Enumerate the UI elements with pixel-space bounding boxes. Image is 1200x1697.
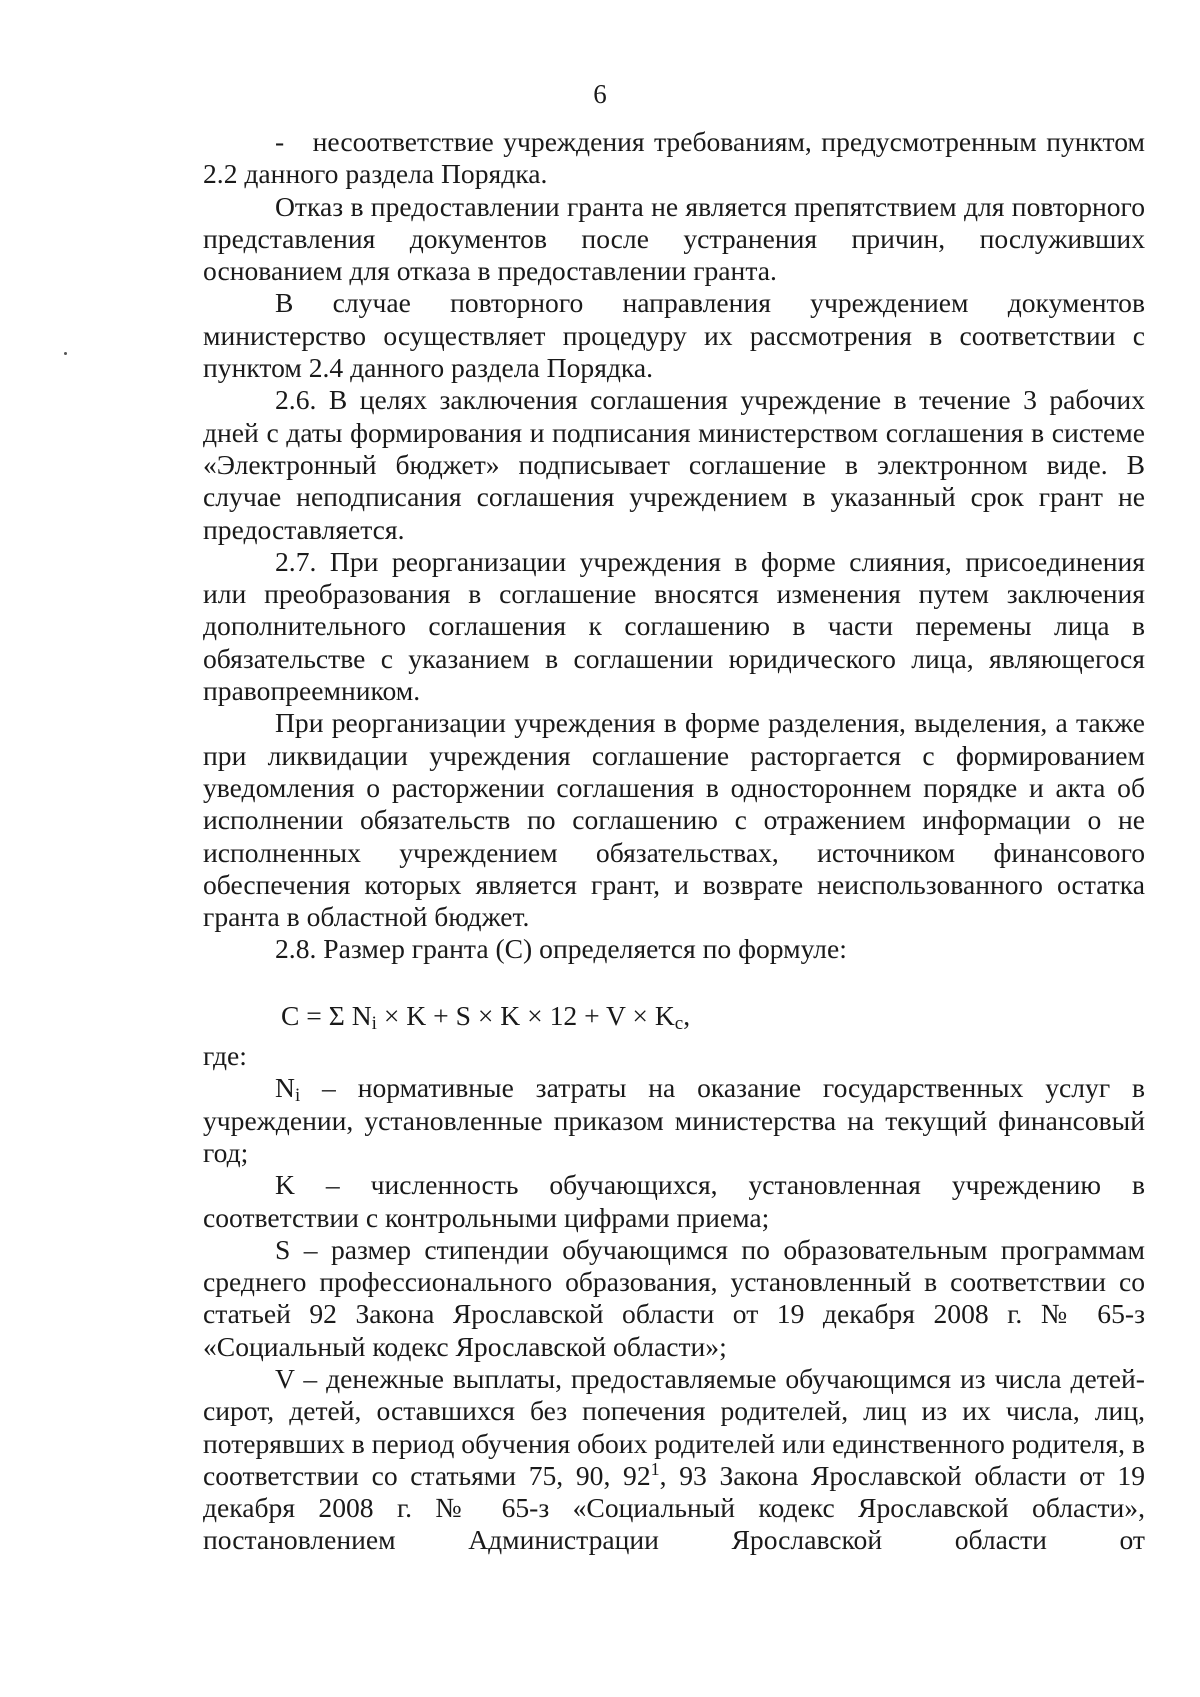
paragraph-2-6: 2.6. В целях заключения соглашения учреждение в течение 3 рабочих дней с даты формирования и подписания министерством соглашения в системе «Электронный бюджет» подписывает соглашение в электронном виде. В случае неподписания соглашения учреждением в указанный срок грант не предоставляется. <box>203 384 1145 545</box>
definition-v-text-b: , 93 Закона Ярославской области от 19 декабря 2008 г. № 65-з «Социальный кодекс Ярославской области», постановлением Администрации Ярославской области от <box>203 1459 1145 1556</box>
definition-k: K – численность обучающихся, установленная учреждению в соответствии с контрольными цифрами приема; <box>203 1169 1145 1233</box>
paragraph-reorganization: При реорганизации учреждения в форме разделения, выделения, а также при ликвидации учреждения соглашение расторгается с формированием уведомления о расторжении соглашения в одностороннем порядке и акта об исполнении обязательств по соглашению с отражением информации о не исполненных учреждением обязательствах, источником финансового обеспечения которых является грант, и возврате неиспользованного остатка гранта в областной бюджет. <box>203 707 1145 933</box>
paragraph-nonconformity: - несоответствие учреждения требованиям, предусмотренным пунктом 2.2 данного раздела Порядка. <box>203 126 1145 190</box>
definition-s: S – размер стипендии обучающимся по образовательным программам среднего профессионального образования, установленный в соответствии со статьей 92 Закона Ярославской области от 19 декабря 2008 г. № 65-з «Социальный кодекс Ярославской области»; <box>203 1233 1145 1362</box>
definition-n-sub: i <box>294 1085 301 1107</box>
grant-formula <box>203 1000 1145 1032</box>
formula-sub-c: c <box>674 1012 684 1034</box>
page-number: 6 <box>593 79 607 109</box>
document-body <box>203 126 1145 1557</box>
formula-sub-i: i <box>371 1012 377 1034</box>
formula-part-3: , <box>683 999 691 1031</box>
definition-n-symbol: N <box>275 1072 295 1104</box>
where-label: где: <box>203 1040 247 1072</box>
paragraph-refusal: Отказ в предоставлении гранта не является препятствием для повторного представления документов после устранения причин, послуживших основанием для отказа в предоставлении гранта. <box>203 190 1145 287</box>
definition-v <box>203 1363 1145 1557</box>
definition-n-text: – нормативные затраты на оказание государственных услуг в учреждении, установленные приказом министерства на текущий финансовый год; <box>203 1072 1145 1168</box>
formula-part-1: C = Σ N <box>281 999 372 1031</box>
definition-v-text-a: V – денежные выплаты, предоставляемые обучающимся из числа детей-сирот, детей, оставшихся без попечения родителей, лиц из их числа, лиц, потерявших в период обучения обоих родителей или единственного родителя, в соответствии со статьями 75, 90, 92 <box>203 1362 1145 1491</box>
formula-part-2: × K + S × K × 12 + V × K <box>376 999 675 1031</box>
paragraph-2-7: 2.7. При реорганизации учреждения в форме слияния, присоединения или преобразования в соглашение вносятся изменения путем заключения дополнительного соглашения к соглашению в части перемены лица в обязательстве с указанием в соглашении юридического лица, являющегося правопреемником. <box>203 545 1145 707</box>
definition-v-sup: 1 <box>650 1458 660 1479</box>
paragraph-resubmission: В случае повторного направления учреждением документов министерство осуществляет процедуру их рассмотрения в соответствии с пунктом 2.4 данного раздела Порядка. <box>203 287 1145 384</box>
scan-speck <box>64 352 67 355</box>
paragraph-2-8: 2.8. Размер гранта (С) определяется по формуле: <box>275 933 847 965</box>
definition-n <box>203 1072 1145 1169</box>
